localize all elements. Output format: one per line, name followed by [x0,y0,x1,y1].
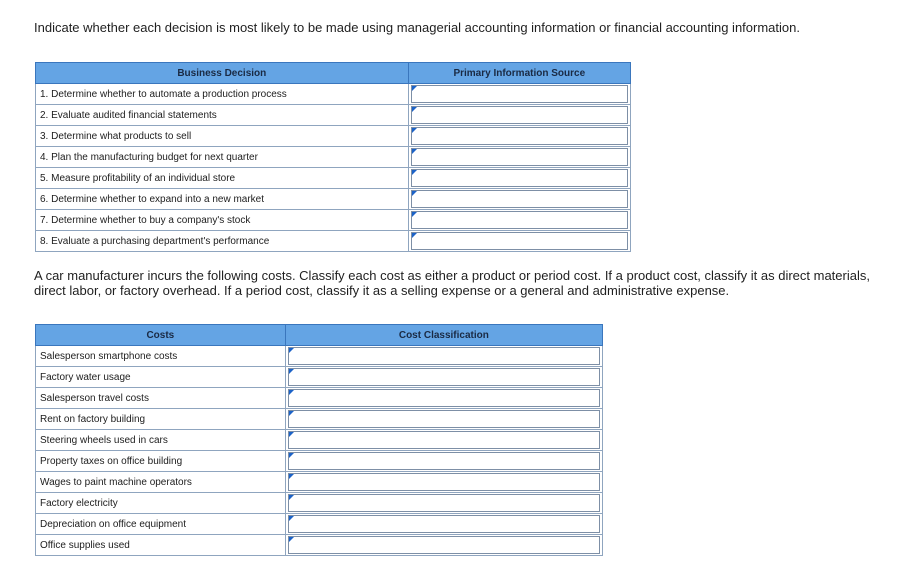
row-label: Rent on factory building [36,409,286,430]
cost-classification-dropdown[interactable] [288,536,600,554]
row-label: 2. Evaluate audited financial statements [36,105,409,126]
row-label: Salesperson travel costs [36,388,286,409]
dropdown-indicator-icon [289,369,294,374]
table-row [36,472,603,493]
instruction-text: Indicate whether each decision is most likely to be made using managerial accounting information or financial accounting information. [34,20,800,35]
row-label: Office supplies used [36,535,286,556]
dropdown-indicator-icon [412,107,417,112]
table-row [36,451,603,472]
dropdown-indicator-icon [289,537,294,542]
cost-instruction-paragraph: A car manufacturer incurs the following costs. Classify each cost as either a product or period cost. If a product cost, classify it as direct materials, direct labor, or factory overhead. If a period cost, classify it as a selling expense or a general and administrative expense. [34,268,870,298]
header-costs: Costs [36,325,286,346]
row-label: Factory water usage [36,367,286,388]
table-row [36,231,631,252]
row-label: Wages to paint machine operators [36,472,286,493]
row-label: Salesperson smartphone costs [36,346,286,367]
cost-classification-table [35,324,603,556]
information-source-dropdown[interactable] [411,148,628,166]
table-row [36,189,631,210]
cost-classification-dropdown[interactable] [288,473,600,491]
table-row [36,147,631,168]
dropdown-indicator-icon [289,348,294,353]
dropdown-indicator-icon [412,170,417,175]
answer-cell [285,451,602,472]
answer-cell [285,430,602,451]
table-row [36,409,603,430]
dropdown-indicator-icon [412,212,417,217]
dropdown-indicator-icon [289,453,294,458]
answer-cell [285,472,602,493]
row-label: 8. Evaluate a purchasing department's performance [36,231,409,252]
information-source-dropdown[interactable] [411,232,628,250]
information-source-dropdown[interactable] [411,169,628,187]
dropdown-indicator-icon [289,516,294,521]
header-primary-information-source: Primary Information Source [408,63,630,84]
business-decision-table [35,62,631,252]
table-row [36,84,631,105]
answer-cell [408,126,630,147]
table-row [36,346,603,367]
answer-cell [285,493,602,514]
dropdown-indicator-icon [412,86,417,91]
answer-cell [285,409,602,430]
table-row [36,105,631,126]
answer-cell [285,535,602,556]
answer-cell [408,168,630,189]
cost-classification-dropdown[interactable] [288,452,600,470]
information-source-dropdown[interactable] [411,106,628,124]
row-label: 6. Determine whether to expand into a new market [36,189,409,210]
row-label: 1. Determine whether to automate a production process [36,84,409,105]
answer-cell [285,367,602,388]
table-row [36,535,603,556]
table-row [36,168,631,189]
information-source-dropdown[interactable] [411,127,628,145]
cost-classification-dropdown[interactable] [288,389,600,407]
dropdown-indicator-icon [289,390,294,395]
cost-classification-dropdown[interactable] [288,431,600,449]
answer-cell [408,210,630,231]
answer-cell [285,388,602,409]
header-cost-classification: Cost Classification [285,325,602,346]
table-row [36,210,631,231]
row-label: Property taxes on office building [36,451,286,472]
cost-classification-dropdown[interactable] [288,494,600,512]
cost-classification-dropdown[interactable] [288,410,600,428]
header-business-decision: Business Decision [36,63,409,84]
table-row [36,493,603,514]
information-source-dropdown[interactable] [411,85,628,103]
answer-cell [408,231,630,252]
row-label: Depreciation on office equipment [36,514,286,535]
answer-cell [285,514,602,535]
row-label: 7. Determine whether to buy a company's stock [36,210,409,231]
cost-classification-dropdown[interactable] [288,347,600,365]
dropdown-indicator-icon [412,149,417,154]
answer-cell [408,84,630,105]
table-row [36,367,603,388]
dropdown-indicator-icon [289,411,294,416]
answer-cell [285,346,602,367]
cost-classification-dropdown[interactable] [288,368,600,386]
table-row [36,126,631,147]
row-label: 5. Measure profitability of an individual store [36,168,409,189]
dropdown-indicator-icon [289,432,294,437]
row-label: 4. Plan the manufacturing budget for next quarter [36,147,409,168]
answer-cell [408,147,630,168]
dropdown-indicator-icon [289,495,294,500]
table-row [36,388,603,409]
information-source-dropdown[interactable] [411,211,628,229]
dropdown-indicator-icon [289,474,294,479]
table-row [36,430,603,451]
table-row [36,514,603,535]
row-label: 3. Determine what products to sell [36,126,409,147]
answer-cell [408,105,630,126]
row-label: Steering wheels used in cars [36,430,286,451]
dropdown-indicator-icon [412,128,417,133]
answer-cell [408,189,630,210]
cost-classification-dropdown[interactable] [288,515,600,533]
row-label: Factory electricity [36,493,286,514]
information-source-dropdown[interactable] [411,190,628,208]
dropdown-indicator-icon [412,233,417,238]
dropdown-indicator-icon [412,191,417,196]
